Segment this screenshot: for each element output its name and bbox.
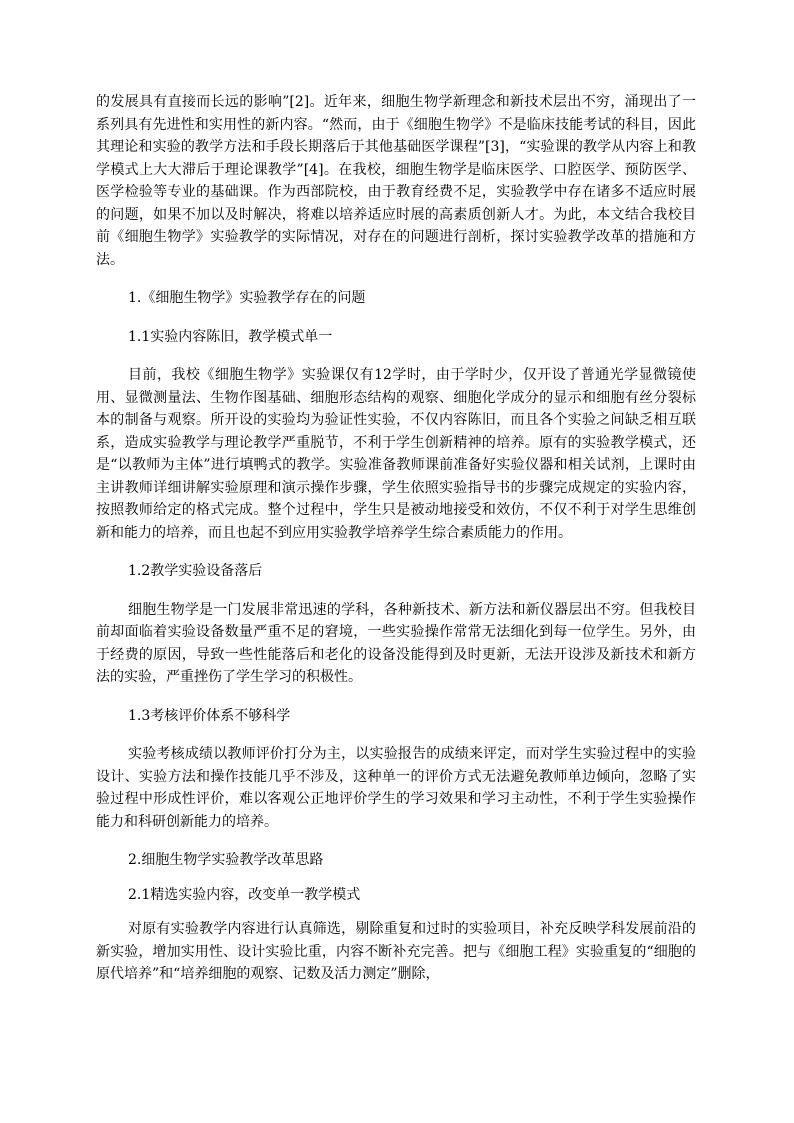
section-heading-1: 1.《细胞生物学》实验教学存在的问题 <box>128 290 366 306</box>
subsection-heading-1-3: 1.3考核评价体系不够科学 <box>128 707 291 724</box>
section-heading-2: 2.细胞生物学实验教学改革思路 <box>128 852 324 868</box>
subsection-heading-2-1: 2.1精选实验内容，改变单一教学模式 <box>128 886 361 903</box>
subsection-heading-1-2: 1.2教学实验设备落后 <box>128 563 263 579</box>
subsection-heading-1-1: 1.1实验内容陈旧，教学模式单一 <box>128 328 333 345</box>
paragraph-1-1: 目前，我校《细胞生物学》实验课仅有12学时，由于学时少，仅开设了普通光学显微镜使用、显微测量法、生物作图基础、细胞形态结构的观察、细胞化学成分的显示和细胞有丝分裂标本的制备与观察。所开设的实验均为验证性实验，不仅内容陈旧，而且各个实验之间缺乏相互联系，造成实验教学与理论教学严重脱节，不利于学生创新精神的培养。原有的实验教学模式，还是“以教师为主体”进行填鸭式的教学。实验准备教师课前准备好实验仪器和相关试剂，上课时由主讲教师详细讲解实验原理和演示操作步骤，学生依照实验指导书的步骤完成规定的实验内容，按照教师给定的格式完成。整个过程中，学生只是被动地接受和效仿，不仅不利于对学生思维创新和能力的培养，而且也起不到应用实验教学培养学生综合素质能力的作用。 <box>96 367 696 541</box>
paragraph-1-3: 实验考核成绩以教师评价打分为主，以实验报告的成绩来评定，而对学生实验过程中的实验设计、实验方法和操作技能几乎不涉及，这种单一的评价方式无法避免教师单边倾向，忽略了实验过程中形成性评价，难以客观公正地评价学生的学习效果和学习主动性，不利于学生实验操作能力和科研创新能力的培养。 <box>96 746 696 830</box>
paragraph-1-2: 细胞生物学是一门发展非常迅速的学科，各种新技术、新方法和新仪器层出不穷。但我校目前却面临着实验设备数量严重不足的窘境，一些实验操作常常无法细化到每一位学生。另外，由于经费的原因，导致一些性能落后和老化的设备没能得到及时更新，无法开设涉及新技术和新方法的实验，严重挫伤了学生学习的积极性。 <box>96 601 696 685</box>
intro-paragraph: 的发展具有直接而长远的影响”[2]。近年来，细胞生物学新理念和新技术层出不穷，涌现出了一系列具有先进性和实用性的新内容。“然而，由于《细胞生物学》不是临床技能考试的科目，因此其理论和实验的教学方法和手段长期落后于其他基础医学课程”[3]，“实验课的教学从内容上和教学模式上大大滞后于理论课教学”[4]。在我校，细胞生物学是临床医学、口腔医学、预防医学、医学检验等专业的基础课。作为西部院校，由于教育经费不足，实验教学中存在诸多不适应时展的问题，如果不加以及时解决，将难以培养适应时展的高素质创新人才。为此，本文结合我校目前《细胞生物学》实验教学的实际情况，对存在的问题进行剖析，探讨实验教学改革的措施和方法。 <box>96 94 696 268</box>
paragraph-2-1: 对原有实验教学内容进行认真筛选，剔除重复和过时的实验项目，补充反映学科发展前沿的新实验，增加实用性、设计实验比重，内容不断补充完善。把与《细胞工程》实验重复的“细胞的原代培养”和“培养细胞的观察、记数及活力测定”删除， <box>96 921 696 982</box>
document-body <box>96 91 696 986</box>
